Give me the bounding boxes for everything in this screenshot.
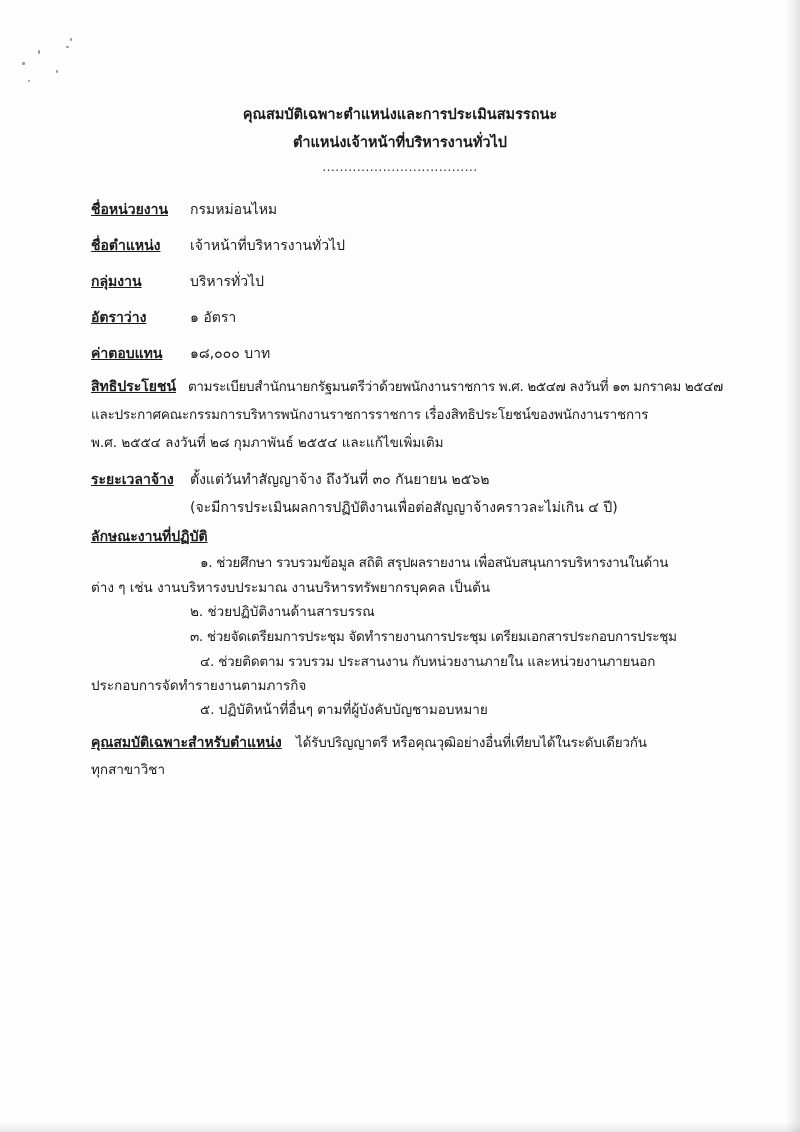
scan-speck — [22, 62, 25, 65]
duration-label: ระยะเวลาจ้าง — [91, 472, 174, 488]
scan-speck — [70, 38, 72, 41]
field-value: ๑ อัตรา — [190, 310, 237, 326]
duty-item: ๑. ช่วยศึกษา รวบรวมข้อมูล สถิติ สรุปผลรายงาน เพื่อสนับสนุนการบริหารงานในด้าน — [200, 555, 669, 571]
scan-speck — [56, 70, 58, 73]
page-bottom-shadow — [0, 1122, 800, 1132]
scan-speck — [28, 80, 30, 82]
field-label: ชื่อหน่วยงาน — [91, 202, 169, 218]
field-label: ค่าตอบแทน — [91, 346, 163, 362]
duty-item: ๕. ปฏิบัติหน้าที่อื่นๆ ตามที่ผู้บังคับบัญชามอบหมาย — [200, 702, 488, 718]
duty-item: ต่าง ๆ เช่น งานบริหารงบประมาณ งานบริหารทรัพยากรบุคคล เป็นต้น — [91, 580, 491, 596]
document-title: คุณสมบัติเฉพาะตำแหน่งและการประเมินสมรรถนะ — [242, 107, 558, 123]
field-label: กลุ่มงาน — [91, 274, 142, 290]
duration-line: (จะมีการประเมินผลการปฏิบัติงานเพื่อต่อสัญญาจ้างคราวละไม่เกิน ๔ ปี) — [190, 500, 618, 516]
title-separator: .................................... — [322, 160, 478, 174]
field-value: บริหารทั่วไป — [190, 274, 265, 290]
scan-speck — [38, 50, 40, 54]
duty-item: ๓. ช่วยจัดเตรียมการประชุม จัดทำรายงานการประชุม เตรียมเอกสารประกอบการประชุม — [190, 629, 677, 645]
field-value: ๑๘,๐๐๐ บาท — [190, 346, 271, 362]
duty-item: ๔. ช่วยติดตาม รวบรวม ประสานงาน กับหน่วยงานภายใน และหน่วยงานภายนอก — [200, 654, 656, 670]
field-label: อัตราว่าง — [91, 310, 147, 326]
scan-speck — [66, 46, 69, 48]
duration-line: ตั้งแต่วันทำสัญญาจ้าง ถึงวันที่ ๓๐ กันยายน ๒๕๖๒ — [190, 472, 490, 488]
field-value: กรมหม่อนไหม — [190, 202, 278, 218]
benefits-line: พ.ศ. ๒๕๕๔ ลงวันที่ ๒๘ กุมภาพันธ์ ๒๕๕๔ และแก้ไขเพิ่มเติม — [91, 435, 444, 451]
duty-item: ๒. ช่วยปฏิบัติงานด้านสารบรรณ — [190, 604, 375, 620]
qualification-label: คุณสมบัติเฉพาะสำหรับตำแหน่ง — [91, 735, 282, 751]
duties-label: ลักษณะงานที่ปฏิบัติ — [91, 529, 208, 545]
qualification-line: ได้รับปริญญาตรี หรือคุณวุฒิอย่างอื่นที่เทียบได้ในระดับเดียวกัน — [296, 735, 647, 751]
benefits-line: และประกาศคณะกรรมการบริหารพนักงานราชการราชการ เรื่องสิทธิประโยชน์ของพนักงานราชการ — [91, 407, 649, 423]
field-value: เจ้าหน้าที่บริหารงานทั่วไป — [190, 238, 346, 254]
benefits-label: สิทธิประโยชน์ — [91, 379, 177, 395]
duty-item: ประกอบการจัดทำรายงานตามภารกิจ — [91, 678, 307, 694]
field-label: ชื่อตำแหน่ง — [91, 238, 161, 254]
benefits-line: ตามระเบียบสำนักนายกรัฐมนตรีว่าด้วยพนักงานราชการ พ.ศ. ๒๕๔๗ ลงวันที่ ๑๓ มกราคม ๒๕๔๗ — [188, 379, 723, 395]
document-subtitle: ตำแหน่งเจ้าหน้าที่บริหารงานทั่วไป — [292, 135, 508, 151]
qualification-line: ทุกสาขาวิชา — [91, 762, 166, 778]
